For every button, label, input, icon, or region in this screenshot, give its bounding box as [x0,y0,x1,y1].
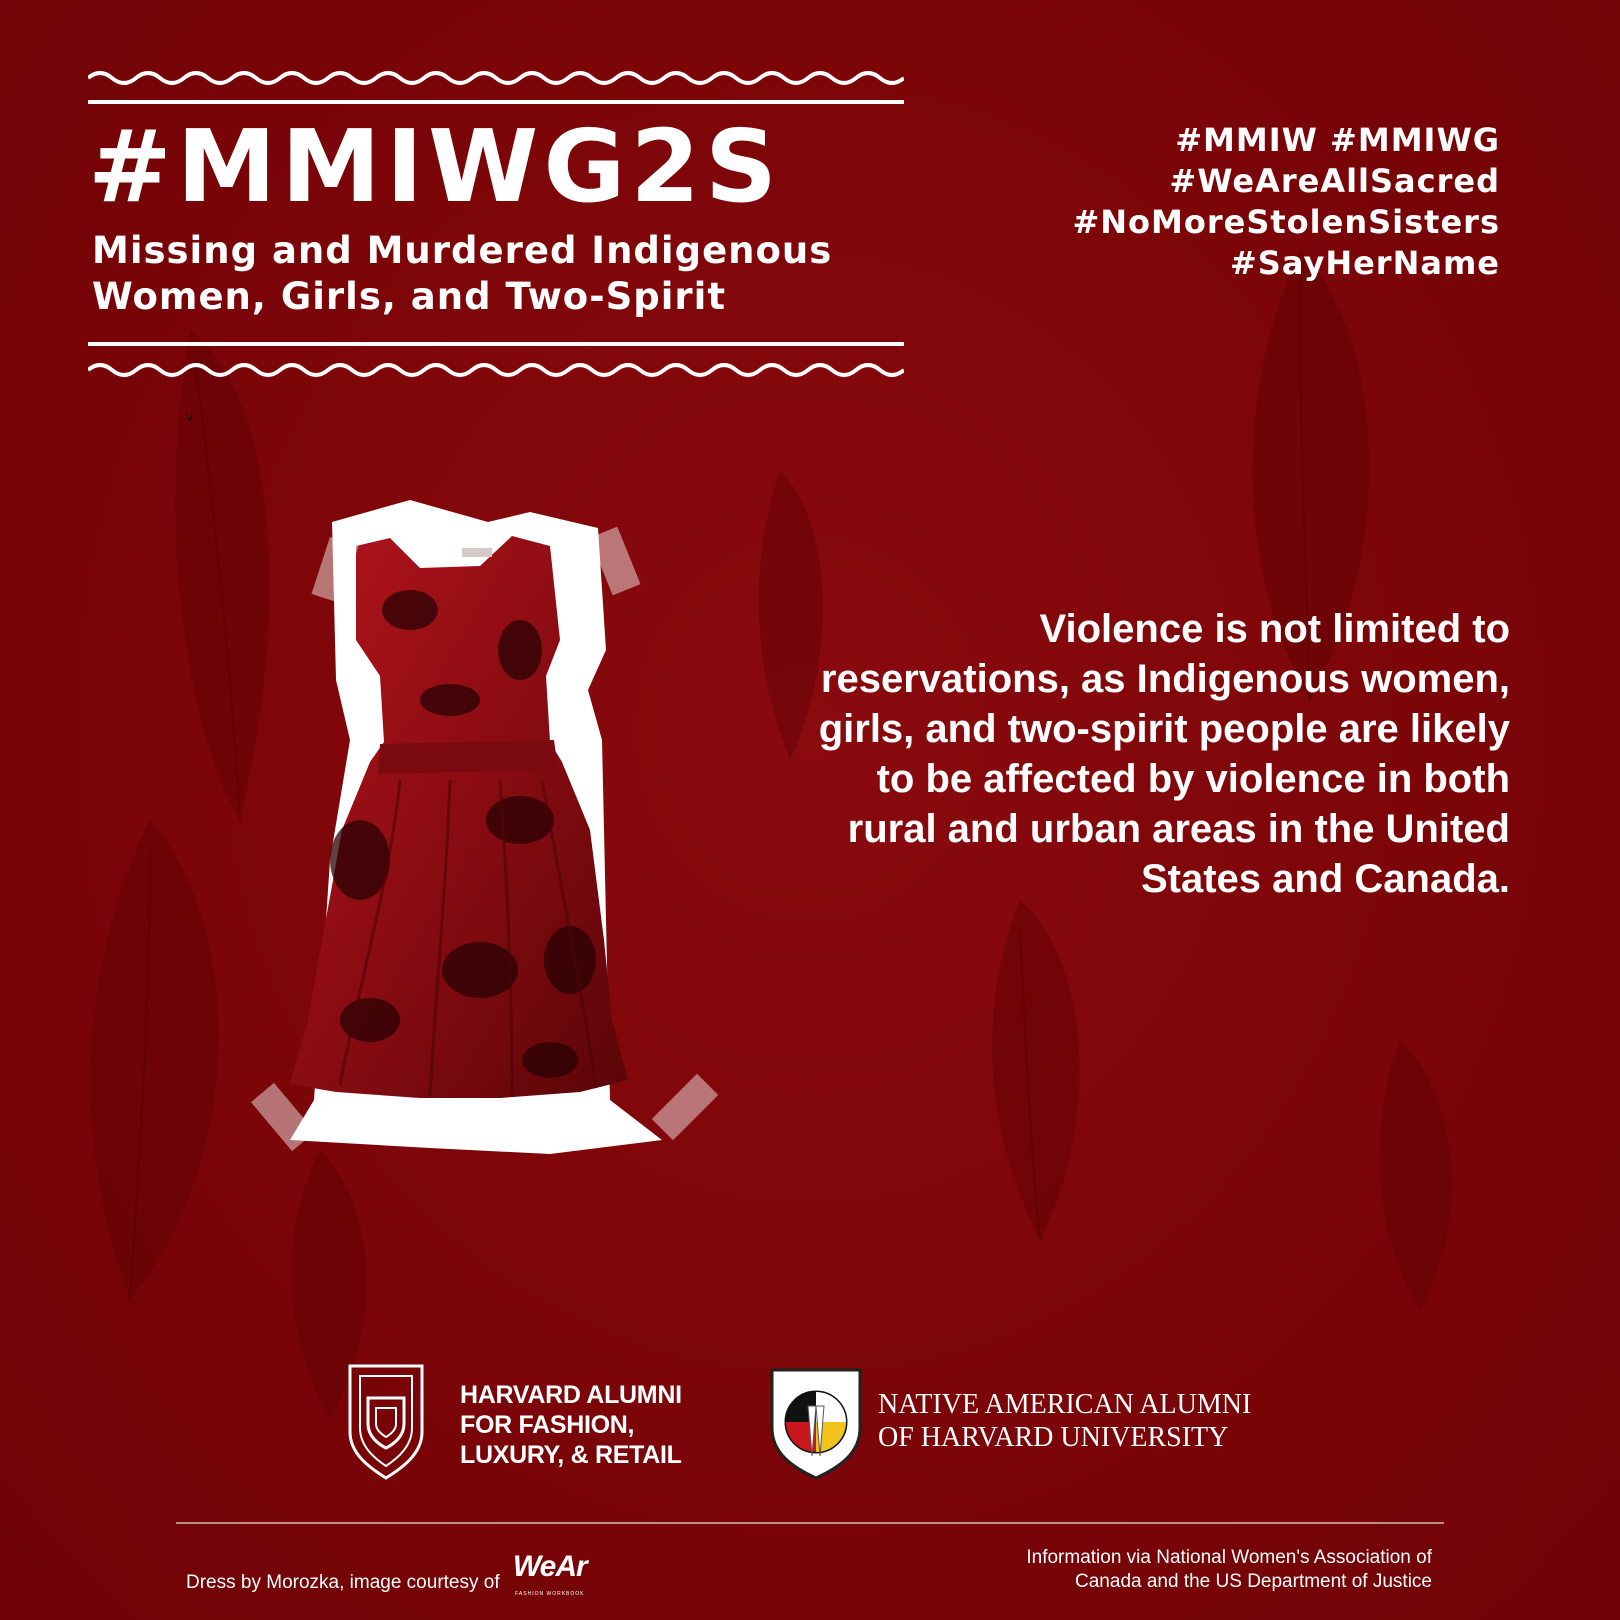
hashtag-line: #WeAreAllSacred [1169,162,1500,200]
harvard-fashion-logo [346,1362,706,1482]
source-credit-line: Information via National Women's Association of [1026,1547,1432,1568]
source-credit [1026,1546,1432,1594]
native-american-alumni-logo-text [878,1388,1251,1454]
wear-logo [513,1552,587,1606]
logo-text-line: FOR FASHION, [460,1411,635,1439]
logo-text-line: LUXURY, & RETAIL [460,1441,682,1469]
body-text: Violence is not limited to reservations, as Indigenous women, girls, and two-spirit people are likely to be affected by violence in both rural and urban areas in the United States and Canada. [818,607,1510,901]
hashtag-line: #SayHerName [1229,244,1500,282]
stray-mark: v [186,410,194,424]
shield-icon [346,1362,426,1482]
wave-border-icon [88,66,904,90]
logo-text-line: HARVARD ALUMNI [460,1381,682,1409]
hashtag-list [1072,120,1500,284]
subtitle [92,228,904,320]
footer-divider [176,1522,1444,1524]
red-dress-icon [250,500,740,1180]
image-credit-text: Dress by Morozka, image courtesy of [186,1572,500,1594]
logo-text-line: NATIVE AMERICAN ALUMNI [878,1389,1252,1420]
title-block [88,66,904,382]
wave-border-icon [88,358,904,382]
image-credit [186,1550,587,1610]
dress-image [250,500,740,1180]
title-rule-bottom [88,342,904,346]
source-credit-line: Canada and the US Department of Justice [1075,1571,1432,1592]
native-american-alumni-logo [768,1366,1288,1486]
page-title: #MMIWG2S [88,108,783,225]
hashtag-line: #NoMoreStolenSisters [1072,203,1500,241]
title-rule-top [88,100,904,104]
wear-logo-sub: FASHION WORKBOOK [515,1591,585,1597]
medicine-wheel-crest-icon [768,1366,864,1480]
hashtag-line: #MMIW #MMIWG [1175,121,1500,159]
wear-logo-word: WeAr [512,1550,587,1583]
logo-text-line: OF HARVARD UNIVERSITY [878,1422,1229,1453]
subtitle-line-1: Missing and Murdered Indigenous [92,229,833,272]
harvard-fashion-logo-text [460,1380,682,1470]
subtitle-line-2: Women, Girls, and Two-Spirit [92,275,727,318]
